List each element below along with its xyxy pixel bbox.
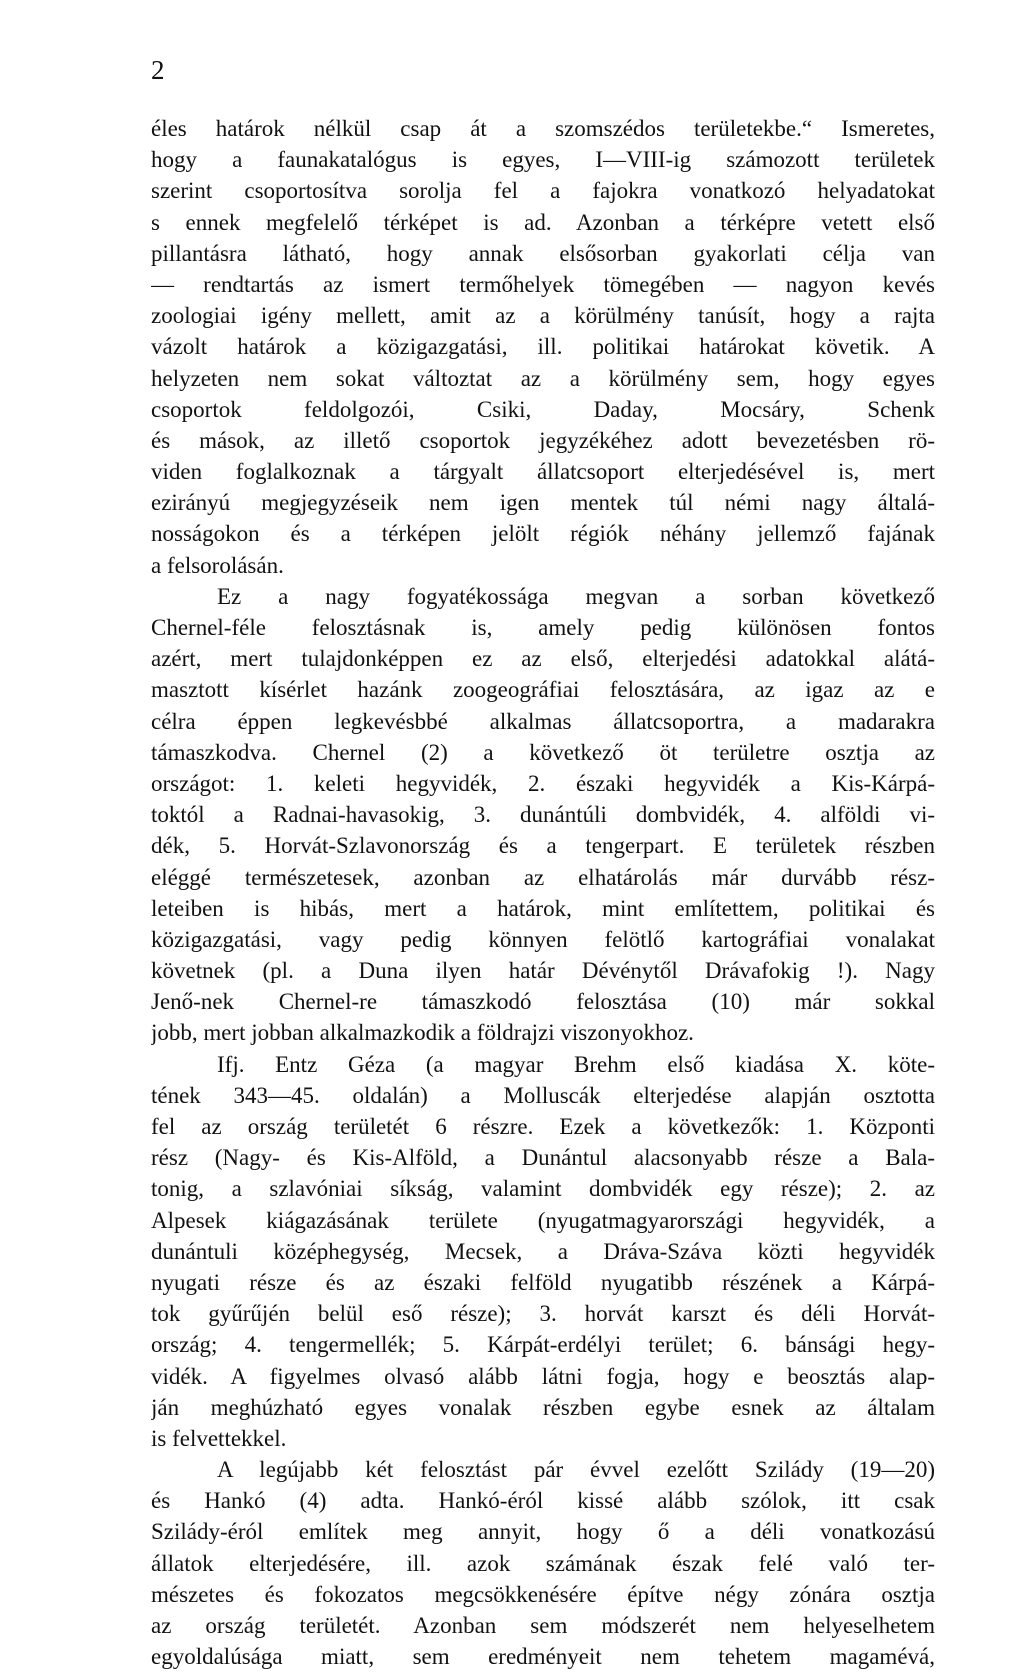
text-line: Ifj. Entz Géza (a magyar Brehm első kiadása X. köte- [217,1051,935,1077]
text-line: a felsorolásán. [151,552,284,578]
text-line: Szilády-éról említek meg annyit, hogy ő a déli vonatkozású [151,1519,935,1545]
text-line: fel az ország területét 6 részre. Ezek a következők: 1. Központi [151,1114,935,1139]
page-number: 2 [151,55,165,85]
text-line: viden foglalkoznak a tárgyalt állatcsoport elterjedésével is, mert [151,459,935,485]
text-line: vázolt határok a közigazgatási, ill. politikai határokat követik. A [151,334,935,360]
text-line: dék, 5. Horvát-Szlavonország és a tengerpart. E területek részben [151,833,935,859]
text-line: eléggé természetesek, azonban az elhatárolás már durvább rész- [151,864,935,890]
text-line: tok gyűrűjén belül eső része); 3. horvát karszt és déli Horvát- [151,1301,935,1327]
text-line: mészetes és fokozatos megcsökkenésére építve négy zónára osztja [151,1581,935,1607]
text-line: rész (Nagy- és Kis-Alföld, a Dunántul alacsonyabb része a Bala- [151,1145,935,1171]
text-line: Jenő-nek Chernel-re támaszkodó felosztása (10) már sokkal [151,989,935,1015]
text-line: helyzeten nem sokat változtat az a körülmény sem, hogy egyes [151,365,935,391]
text-line: leteiben is hibás, mert a határok, mint említettem, politikai és [151,895,935,921]
text-line: Chernel-féle felosztásnak is, amely pedig különösen fontos [151,615,935,640]
text-line: csoportok feldolgozói, Csiki, Daday, Mocsáry, Schenk [151,396,935,422]
text-line: tének 343—45. oldalán) a Molluscák elterjedése alapján osztotta [151,1082,935,1108]
text-line: hogy a faunakatalógus is egyes, I—VIII-ig számozott területek [151,147,935,173]
text-line: és Hankó (4) adta. Hankó-éról kissé alább szólok, itt csak [151,1488,935,1514]
text-line: vidék. A figyelmes olvasó alább látni fogja, hogy e beosztás alap- [151,1363,935,1389]
text-line: Ez a nagy fogyatékossága megvan a sorban következő [217,583,935,609]
text-line: szerint csoportosítva sorolja fel a fajokra vonatkozó helyadatokat [151,178,935,204]
text-line: ján meghúzható egyes vonalak részben egybe esnek az általam [151,1394,935,1420]
text-line: masztott kísérlet hazánk zoogeográfiai felosztására, az igaz az e [151,677,935,703]
text-line: éles határok nélkül csap át a szomszédos területekbe.“ Ismeretes, [151,116,935,141]
text-line: nosságokon és a térképen jelölt régiók néhány jellemző fajának [151,521,935,547]
text-line: pillantásra látható, hogy annak elsősorban gyakorlati célja van [151,240,935,266]
text-line: és mások, az illető csoportok jegyzékéhez adott bevezetésben rö- [151,427,935,453]
text-line: dunántuli középhegység, Mecsek, a Dráva-Száva közti hegyvidék [151,1238,935,1264]
text-line: közigazgatási, vagy pedig könnyen felötlő kartográfiai vonalakat [151,926,935,952]
text-line: azért, mert tulajdonképpen ez az első, elterjedési adatokkal alátá- [151,646,935,672]
text-line: egyoldalúsága miatt, sem eredményeit nem tehetem magamévá, [151,1644,935,1670]
text-line: — rendtartás az ismert termőhelyek tömegében — nagyon kevés [151,271,935,297]
text-line: célra éppen legkevésbbé alkalmas állatcsoportra, a madarakra [151,708,935,734]
text-line: is felvettekkel. [151,1425,287,1451]
text-line: nyugati része és az északi felföld nyugatibb részének a Kárpá- [151,1269,935,1295]
text-line: ezirányú megjegyzéseik nem igen mentek túl némi nagy általá- [151,490,935,516]
text-line: jobb, mert jobban alkalmazkodik a földrajzi viszonyokhoz. [151,1020,694,1046]
text-line: s ennek megfelelő térképet is ad. Azonban a térképre vetett első [151,209,935,235]
text-line: A legújabb két felosztást pár évvel ezelőtt Szilády (19—20) [217,1457,935,1483]
text-line: Alpesek kiágazásának területe (nyugatmagyarországi hegyvidék, a [151,1207,935,1233]
text-line: tonig, a szlavóniai síkság, valamint dombvidék egy része); 2. az [151,1176,935,1202]
text-line: országot: 1. keleti hegyvidék, 2. északi hegyvidék a Kis-Kárpá- [151,770,935,796]
text-line: állatok elterjedésére, ill. azok számának észak felé való ter- [151,1550,935,1576]
text-line: támaszkodva. Chernel (2) a következő öt területre osztja az [151,739,935,765]
text-line: követnek (pl. a Duna ilyen határ Dévénytől Drávafokig !). Nagy [151,958,935,984]
body-text [151,113,935,1672]
text-line: toktól a Radnai-havasokig, 3. dunántúli dombvidék, 4. alföldi vi- [151,802,935,828]
text-line: ország; 4. tengermellék; 5. Kárpát-erdélyi terület; 6. bánsági hegy- [151,1332,935,1358]
text-line: zoologiai igény mellett, amit az a körülmény tanúsít, hogy a rajta [151,303,935,329]
text-line: az ország területét. Azonban sem módszerét nem helyeselhetem [151,1613,935,1638]
